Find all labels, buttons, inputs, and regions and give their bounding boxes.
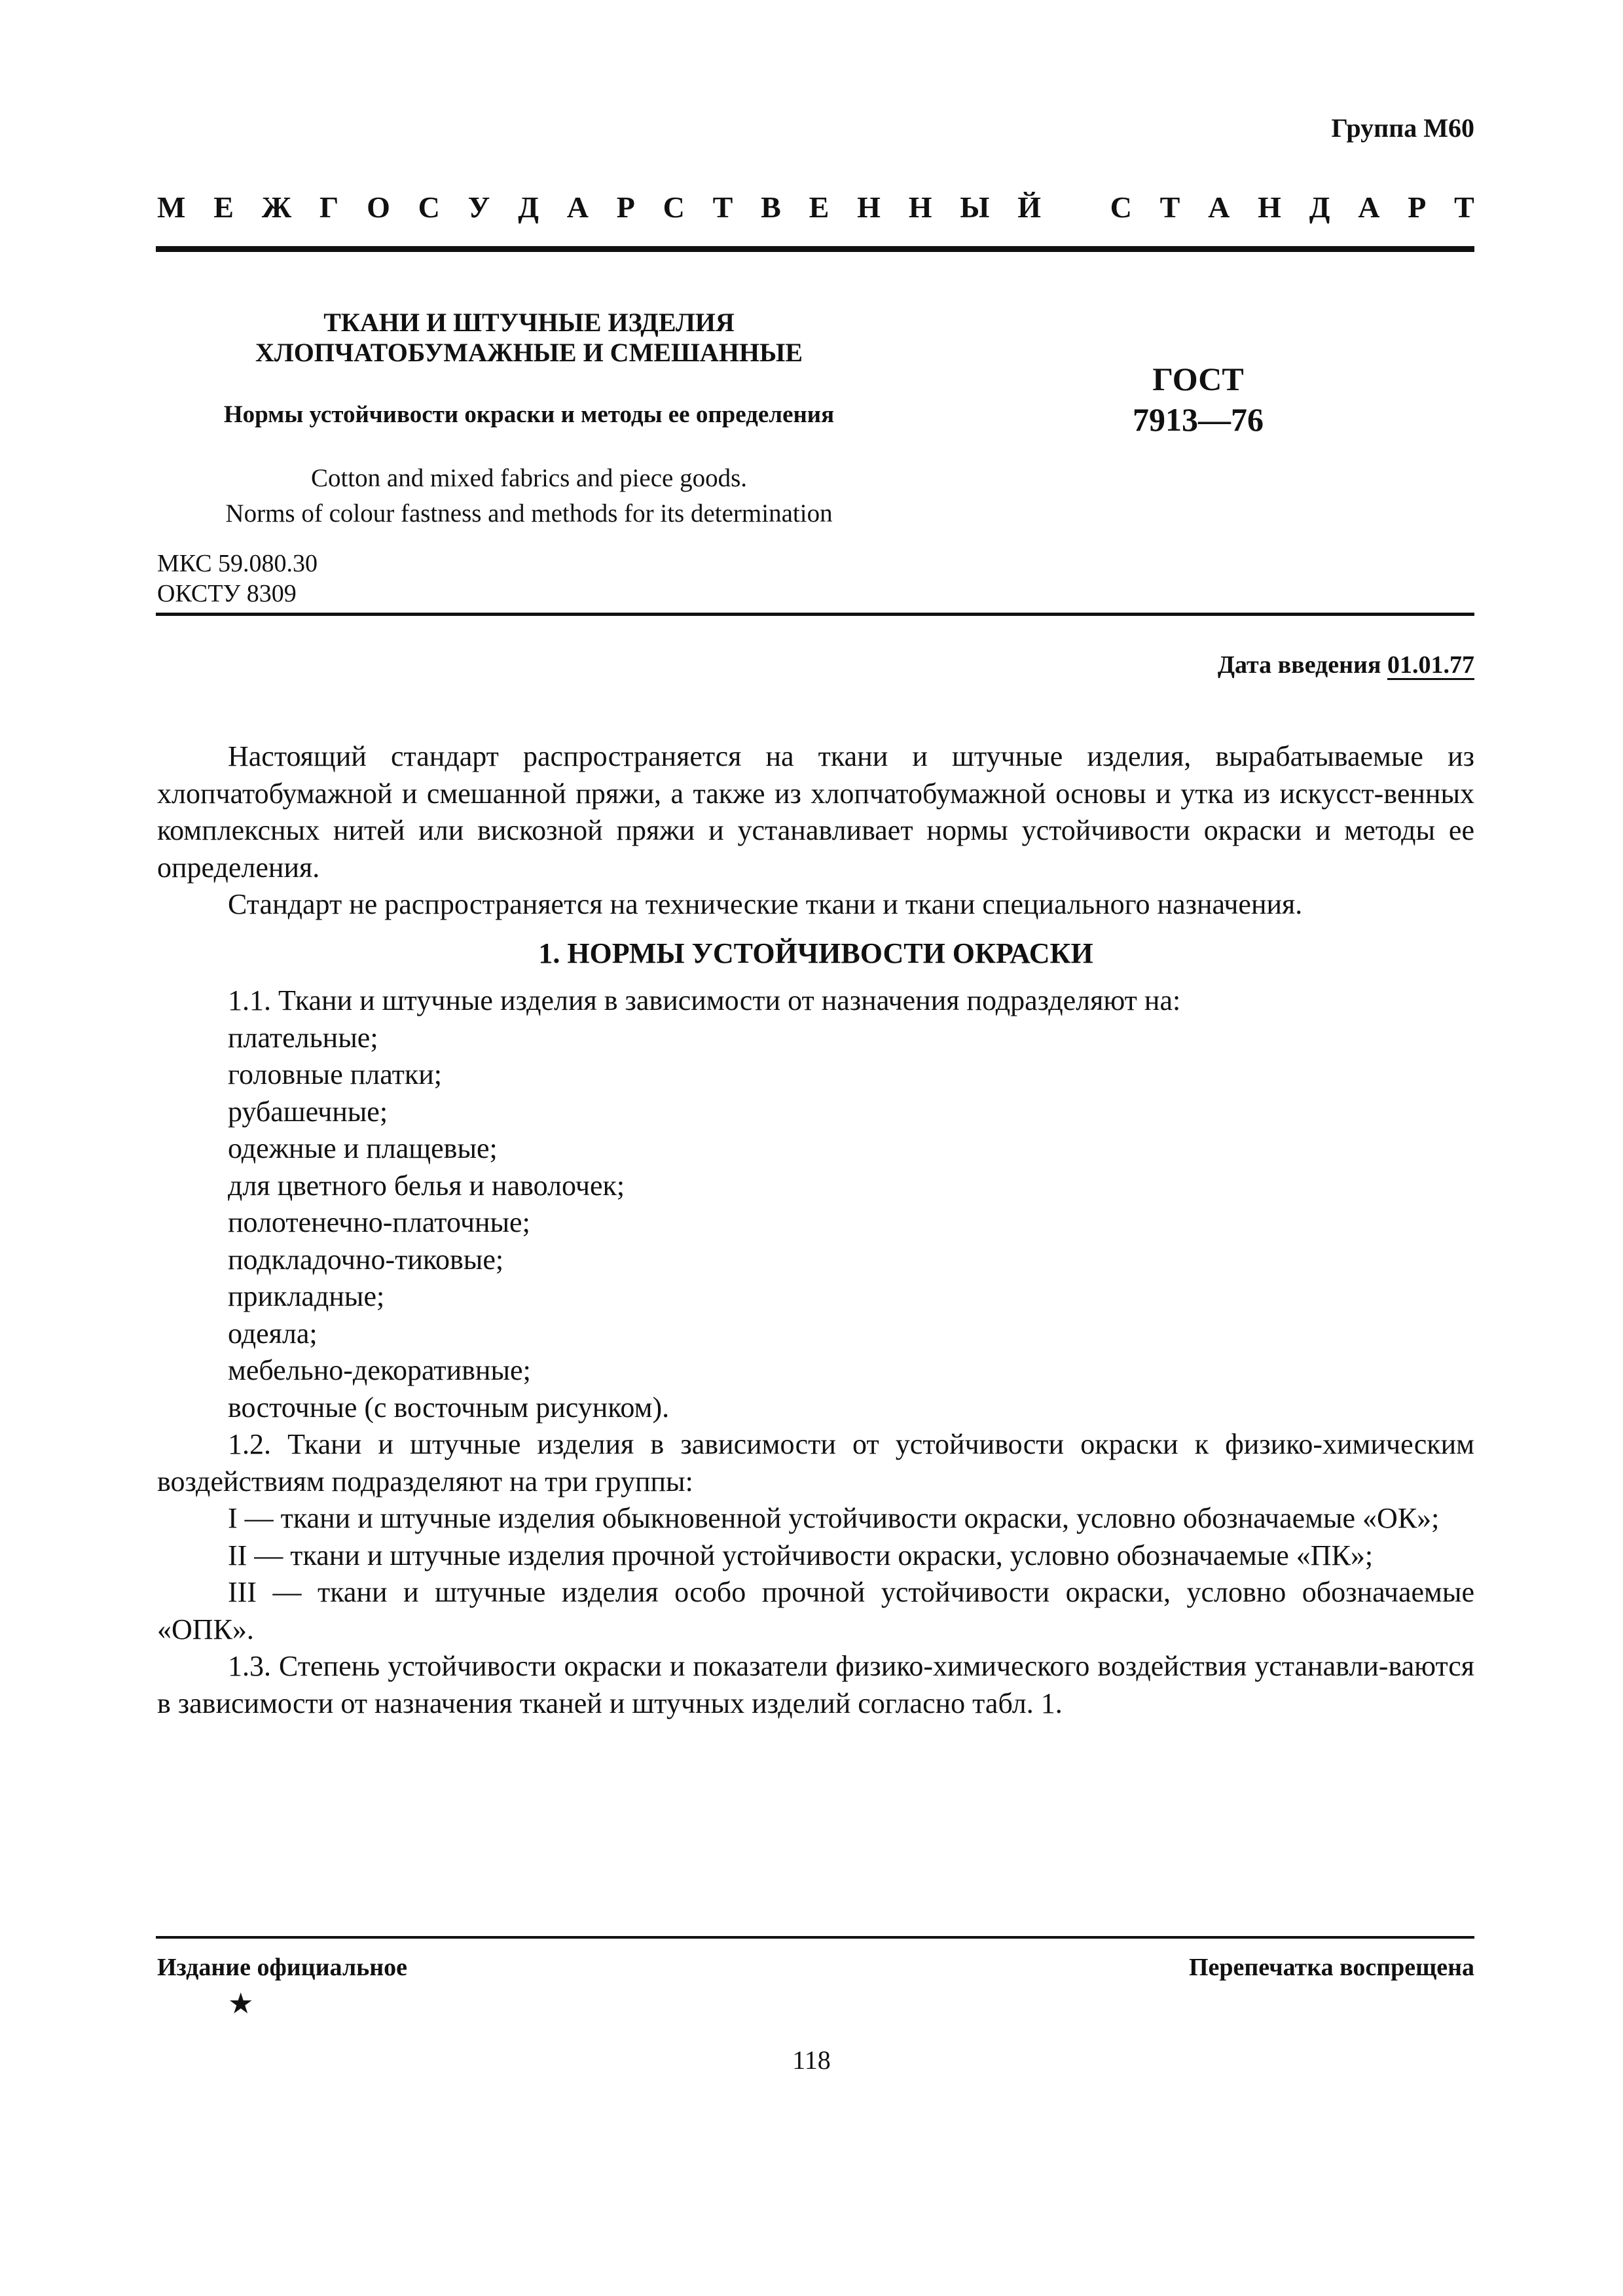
gost-number: 7913—76	[1133, 401, 1264, 438]
mks-code: МКС 59.080.30	[157, 550, 318, 577]
list-item: мебельно-декоративные;	[228, 1354, 531, 1386]
document-subtitle: Нормы устойчивости окраски и методы ее определения	[223, 401, 835, 428]
title-line-1: ТКАНИ И ШТУЧНЫЕ ИЗДЕЛИЯ	[323, 308, 735, 337]
introduction-date	[1218, 651, 1474, 679]
banner-letter: Р	[616, 190, 635, 224]
group-code: Группа М60	[1331, 113, 1474, 143]
banner-letter: Ы	[960, 190, 990, 224]
section-heading: 1. НОРМЫ УСТОЙЧИВОСТИ ОКРАСКИ	[538, 937, 1093, 969]
banner-letter: В	[761, 190, 781, 224]
banner-letter: Д	[518, 190, 539, 224]
document-title	[156, 308, 902, 368]
banner-letter: Д	[1309, 190, 1330, 224]
english-title-line-1: Cotton and mixed fabrics and piece goods.	[310, 464, 748, 492]
gost-label: ГОСТ	[1152, 361, 1244, 397]
list-item: плательные;	[228, 1021, 378, 1054]
title-line-2: ХЛОПЧАТОБУМАЖНЫЕ И СМЕШАННЫЕ	[255, 338, 803, 367]
gost-designation	[1087, 359, 1309, 440]
banner-letter: А	[1208, 190, 1230, 224]
english-title	[156, 461, 902, 531]
banner-letter: С	[418, 190, 440, 224]
clause-1-2: 1.2. Ткани и штучные изделия в зависимости от устойчивости окраски к физико-химическим воздействиям подразделяют на три группы:	[157, 1428, 1474, 1498]
list-item: головные платки;	[228, 1058, 443, 1090]
classification-codes	[157, 548, 318, 609]
banner-letter: Н	[1258, 190, 1281, 224]
list-item: одеяла;	[228, 1317, 318, 1350]
banner-letter: Н	[908, 190, 932, 224]
clause-1-3: 1.3. Степень устойчивости окраски и показатели физико-химического воздействия устанавли-ваются в зависимости от назначения тканей и штучных изделий согласно табл. 1.	[157, 1650, 1474, 1719]
group-ok: I — ткани и штучные изделия обыкновенной устойчивости окраски, условно обозначаемые «ОК»;	[228, 1502, 1440, 1534]
banner-letter: Е	[213, 190, 234, 224]
banner-letter: А	[566, 190, 589, 224]
english-title-line-2: Norms of colour fastness and methods for its determination	[225, 499, 833, 528]
banner-letter: Ж	[261, 190, 292, 224]
date-label: Дата введения	[1217, 651, 1381, 679]
star-icon: ★	[228, 1988, 254, 2020]
banner-letter: Г	[319, 190, 339, 224]
banner-letter: Н	[857, 190, 881, 224]
group-pk: II — ткани и штучные изделия прочной устойчивости окраски, условно обозначаемые «ПК»;	[228, 1539, 1374, 1571]
banner-letter: О	[367, 190, 390, 224]
banner-letter: С	[663, 190, 685, 224]
list-item: полотенечно-платочные;	[228, 1206, 530, 1238]
banner-letter: У	[467, 190, 490, 224]
clause-1-1: 1.1. Ткани и штучные изделия в зависимости от назначения подразделяют на:	[228, 984, 1181, 1016]
group-opk: III — ткани и штучные изделия особо прочной устойчивости окраски, условно обозначаемые «ОПК».	[157, 1576, 1474, 1645]
header-divider	[156, 246, 1474, 252]
list-item: прикладные;	[228, 1280, 385, 1312]
date-value: 01.01.77	[1387, 651, 1474, 679]
list-item: одежные и плащевые;	[228, 1132, 498, 1164]
scope-exclusion-paragraph: Стандарт не распространяется на технические ткани и ткани специального назначения.	[228, 888, 1303, 920]
banner-letter: Е	[809, 190, 830, 224]
page-number: 118	[792, 2045, 831, 2075]
official-edition-note: Издание официальное	[157, 1954, 408, 1981]
banner-letter: Т	[1454, 190, 1474, 224]
banner-letter: С	[1110, 190, 1132, 224]
banner-letter: Й	[1017, 190, 1042, 224]
list-item: рубашечные;	[228, 1095, 388, 1128]
document-body	[157, 738, 1474, 1722]
reprint-prohibited-note: Перепечатка воспрещена	[1188, 1954, 1474, 1981]
banner-letter: Т	[1159, 190, 1180, 224]
list-item: для цветного белья и наволочек;	[228, 1169, 625, 1202]
footer-divider	[156, 1936, 1474, 1939]
standard-type-banner	[157, 190, 1474, 224]
banner-letter: М	[157, 190, 186, 224]
intro-paragraph: Настоящий стандарт распространяется на ткани и штучные изделия, вырабатываемые из хлопчатобумажной и смешанной пряжи, а также из хлопчатобумажной основы и утка из искусст-венных комплексных нитей или вискозной пряжи и устанавливает нормы устойчивости окраски и методы ее определения.	[157, 740, 1474, 884]
fabric-purpose-list	[157, 1020, 1474, 1427]
okstu-code: ОКСТУ 8309	[157, 580, 297, 607]
banner-letter: Т	[712, 190, 733, 224]
title-divider	[156, 613, 1474, 616]
banner-letter: Р	[1408, 190, 1427, 224]
list-item: восточные (с восточным рисунком).	[228, 1391, 670, 1424]
list-item: подкладочно-тиковые;	[228, 1243, 504, 1276]
banner-letter: А	[1358, 190, 1380, 224]
banner-gap	[1069, 190, 1082, 224]
